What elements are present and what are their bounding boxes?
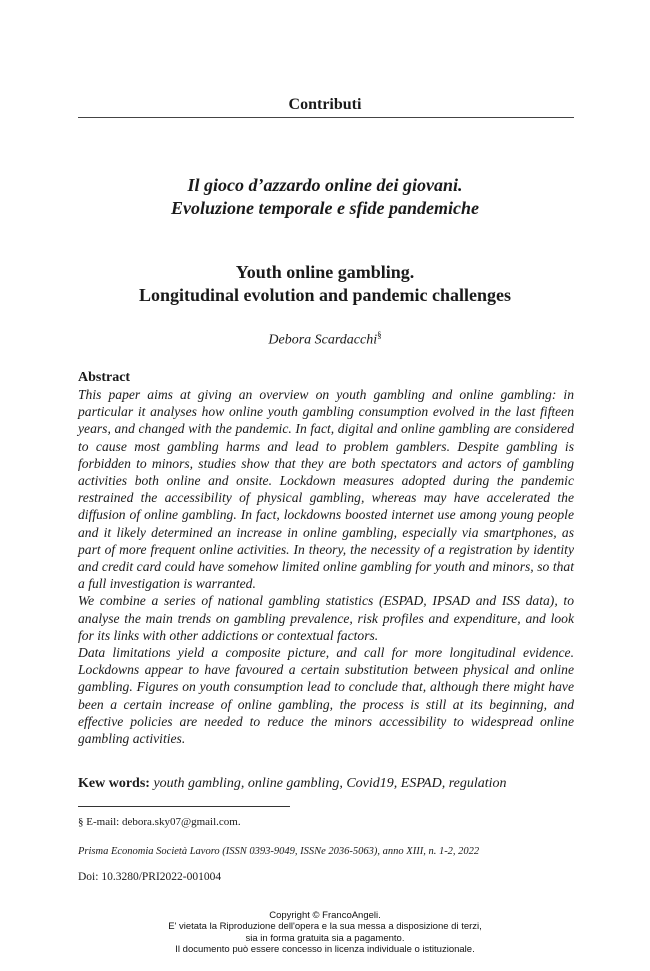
journal-citation: Prisma Economia Società Lavoro (ISSN 0393-9049, ISSNe 2036-5063), anno XIII, n. 1-2, 2022 bbox=[78, 846, 480, 857]
copyright-line-4: Il documento può essere concesso in licenza individuale o istituzionale. bbox=[175, 944, 475, 956]
header-rule bbox=[78, 117, 574, 118]
english-title-line-1: Youth online gambling. bbox=[235, 262, 415, 282]
italian-title bbox=[0, 174, 650, 220]
italian-title-line-1: Il gioco d’azzardo online dei giovani. bbox=[187, 175, 463, 195]
abstract-paragraph-2: We combine a series of national gambling statistics (ESPAD, IPSAD and ISS data), to analyse the main trends on gambling prevalence, risk profiles and expenditure, and look for its links with other addictions or contextual factors. bbox=[78, 593, 574, 643]
author-name: Debora Scardacchi bbox=[268, 332, 378, 348]
abstract-paragraph-1: This paper aims at giving an overview on youth gambling and online gambling: in particular it analyses how online youth gambling consumption evolved in the last fifteen years, and changed with the pandemic. In fact, digital and online gambling are considered to cause most gambling harms and lead to problem gamblers. Despite gambling is forbidden to minors, studies show that they are both spectators and actors of gambling activities both online and onsite. Lockdown measures adopted during the pandemic restrained the accessibility of physical gambling, whereas may have accelerated the diffusion of online gambling. In fact, lockdowns boosted internet use among young people and it likely determined an increase in online gambling, especially via smartphones, as part of more frequent online activities. In theory, the necessity of a registration by identity and credit card could have somehow limited online gambling for youth and minors, so that a full investigation is warranted. bbox=[78, 387, 574, 592]
copyright-line-2: E' vietata la Riproduzione dell'opera e la sua messa a disposizione di terzi, bbox=[168, 921, 482, 933]
copyright-line-1: Copyright © FrancoAngeli. bbox=[269, 910, 381, 921]
keywords bbox=[78, 775, 574, 792]
doi: Doi: 10.3280/PRI2022-001004 bbox=[78, 871, 222, 883]
copyright-notice bbox=[0, 910, 650, 956]
author-footnote-mark: § bbox=[377, 330, 382, 340]
keywords-label: Kew words: bbox=[78, 776, 150, 791]
english-title-line-2: Longitudinal evolution and pandemic challenges bbox=[138, 285, 512, 305]
italian-title-line-2: Evoluzione temporale e sfide pandemiche bbox=[171, 198, 479, 218]
abstract bbox=[78, 370, 574, 747]
footnote: § E-mail: debora.sky07@gmail.com. bbox=[78, 816, 241, 828]
section-header: Contributi bbox=[288, 96, 362, 113]
abstract-paragraph-3: Data limitations yield a composite picture, and call for more longitudinal evidence. Lockdowns appear to have favoured a certain substitution between physical and online gambling. Figures on youth consumption lead to conclude that, although there might have been a certain increase of online gambling, the process is still at its beginning, and effective policies are needed to reduce the minors accessibility to widespread online gambling activities. bbox=[78, 645, 574, 747]
abstract-heading: Abstract bbox=[78, 370, 131, 385]
copyright-line-3: sia in forma gratuita sia a pagamento. bbox=[245, 932, 405, 944]
footnote-rule bbox=[78, 806, 290, 807]
author bbox=[0, 330, 650, 349]
keywords-text: youth gambling, online gambling, Covid19, ESPAD, regulation bbox=[153, 776, 507, 791]
english-title bbox=[0, 261, 650, 307]
